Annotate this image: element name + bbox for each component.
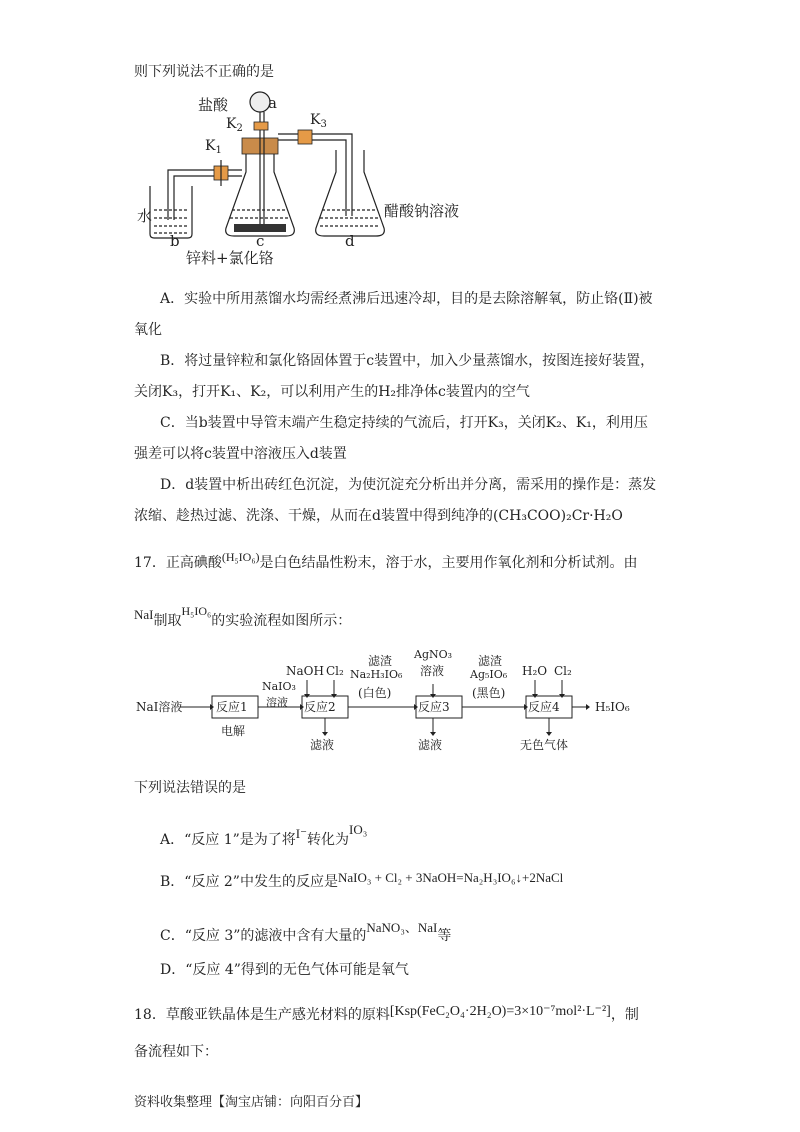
beaker-b (150, 186, 192, 238)
q16-option-d-line1: D．d装置中析出砖红色沉淀，为使沉淀充分析出并分离，需采用的操作是：蒸发 (160, 477, 657, 493)
flask-d (316, 150, 385, 236)
q17-h5io6-formula: (H₅IO₆) (221, 550, 260, 564)
footer: 资料收集整理【淘宝店铺：向阳百分百】 (134, 1095, 369, 1110)
q16-option-b-line2: 关闭K₃，打开K₁、K₂，可以利用产生的H₂排净体c装置内的空气 (134, 384, 530, 400)
funnel-a (250, 92, 270, 224)
flow-naio3-solution: 溶液 (266, 696, 288, 709)
flow-r3-below: 滤液 (418, 738, 443, 752)
valve-k3 (298, 130, 312, 144)
flow-agno3: AgNO₃ (414, 648, 453, 661)
flow-cl2: Cl₂ (326, 664, 344, 678)
flow-resid1-a: 滤渣 (368, 654, 393, 668)
flow-resid2-c: (黑色) (472, 686, 506, 700)
flow-r3: 反应3 (418, 700, 450, 714)
flow-start: NaI溶液 (136, 700, 183, 714)
flow-resid1-c: (白色) (358, 686, 392, 700)
label-water: 水 (137, 207, 153, 225)
flow-r4-below: 无色气体 (520, 738, 569, 752)
flow-resid1-b: Na₂H₃IO₆ (350, 668, 403, 681)
q18-ksp: [Ksp(FeC₂O₄·2H₂O)=3×10⁻⁷mol²·L⁻²] (389, 1004, 611, 1019)
flow-naoh: NaOH (286, 664, 324, 678)
zinc-pellets (234, 224, 286, 232)
q16-option-a-line1: A．实验中所用蒸馏水均需经煮沸后迅速冷却，目的是去除溶解氧，防止铬(Ⅱ)被 (160, 291, 653, 307)
label-zinc: 锌料+氯化铬 (186, 249, 274, 267)
q17-nai: NaI (134, 607, 154, 622)
valve-k2 (254, 122, 268, 130)
q16-option-c-line1: C．当b装置中导管末端产生稳定持续的气流后，打开K₃，关闭K₂、K₁，利用压 (160, 415, 648, 431)
label-k1: $K_1$ (205, 138, 222, 156)
label-d: d (345, 232, 355, 250)
flow-r1: 反应1 (216, 700, 248, 714)
flow-product: H₅IO₆ (595, 700, 630, 714)
q16-option-d-line2: 浓缩、趁热过滤、洗涤、干燥，从而在d装置中得到纯净的(CH₃COO)₂Cr·H₂O (134, 508, 623, 524)
q16-option-a-line2: 氧化 (134, 322, 162, 338)
q18-line1: 18．草酸亚铁晶体是生产感光材料的原料[Ksp(FeC₂O₄·2H₂O)=3×10⁻⁷mol²·L⁻²]，制 (134, 1004, 639, 1023)
flow-agno3-solution: 溶液 (420, 664, 445, 678)
q16-option-c-line2: 强差可以将c装置中溶液压入d装置 (134, 446, 347, 462)
flow-cl2b: Cl₂ (554, 664, 572, 678)
flow-h2o: H₂O (522, 664, 548, 678)
label-b: b (170, 232, 180, 250)
q17-option-b: B．“反应 2”中发生的反应是NaIO₃ + Cl₂ + 3NaOH=Na₂H₃IO₆↓+2NaCl (160, 870, 564, 890)
flow-resid2-b: Ag₅IO₆ (470, 668, 508, 681)
label-k2: $K_2$ (226, 116, 243, 134)
label-sodium-acetate: 醋酸钠溶液 (384, 202, 460, 220)
q17-question: 下列说法错误的是 (134, 780, 246, 796)
q17-option-c: C．“反应 3”的滤液中含有大量的NaNO₃、NaI等 (160, 920, 452, 944)
flow-r2-below: 滤液 (310, 738, 335, 752)
label-k3: $K_3$ (310, 112, 327, 130)
flow-resid2-a: 滤渣 (478, 654, 503, 668)
label-a: a (268, 94, 277, 112)
q16-option-b-line1: B．将过量锌粒和氯化铬固体置于c装置中，加入少量蒸馏水，按图连接好装置， (160, 353, 655, 369)
tube-k3 (278, 134, 352, 216)
flow-naio3: NaIO₃ (262, 680, 296, 693)
q17-stem2: NaI制取H₅IO₆的实验流程如图所示： (134, 604, 352, 629)
label-hcl: 盐酸 (198, 96, 229, 114)
flow-r2: 反应2 (304, 700, 336, 714)
q17-stem: 17．正高碘酸(H₅IO₆)是白色结晶性粉末，溶于水，主要用作氧化剂和分析试剂。由 (134, 550, 638, 571)
flow-r1-below: 电解 (221, 724, 246, 738)
q17-h5io6: H₅IO₆ (181, 604, 212, 618)
q17-option-d: D．“反应 4”得到的无色气体可能是氧气 (160, 962, 409, 978)
flow-r4: 反应4 (528, 700, 560, 714)
q16-stem: 则下列说法不正确的是 (134, 64, 274, 80)
label-c: c (256, 232, 265, 250)
q17-option-a: A．“反应 1”是为了将I⁻转化为IO₃ (160, 822, 368, 848)
q18-line2: 备流程如下： (134, 1044, 218, 1060)
